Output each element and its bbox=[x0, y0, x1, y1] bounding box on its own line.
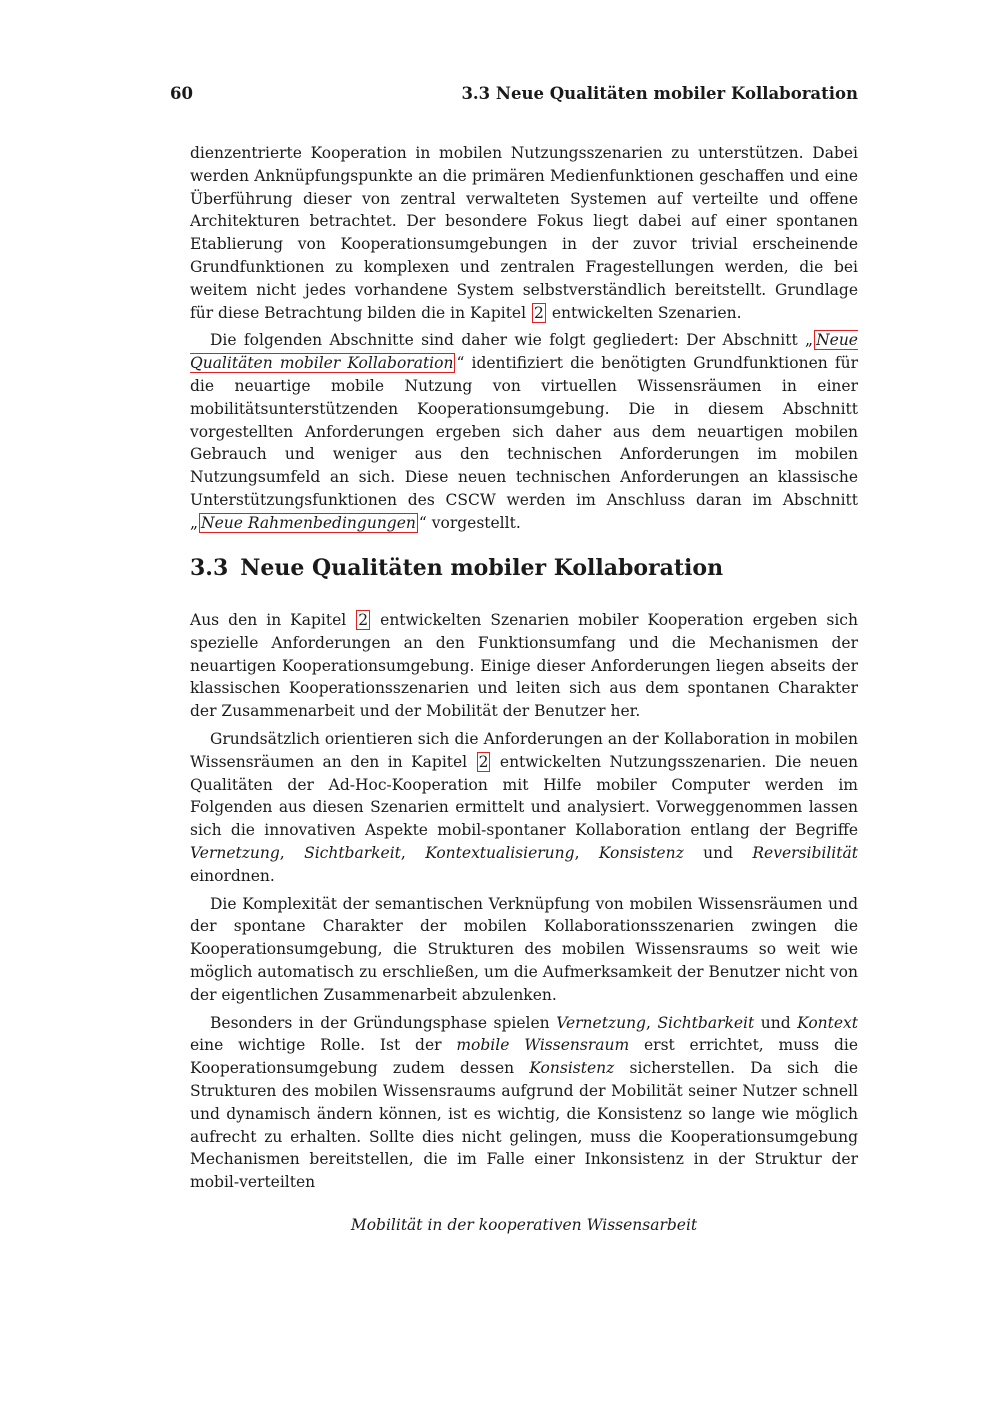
link-text: Neue Rahmenbedingungen bbox=[201, 513, 416, 532]
emphasis: Reversibilität bbox=[752, 843, 858, 862]
running-head bbox=[170, 84, 858, 103]
section-heading bbox=[190, 555, 723, 581]
text-run: entwickelten Szenarien. bbox=[551, 303, 742, 322]
text-run: dienzentrierte Kooperation in mobilen Nutzungsszenarien zu unterstützen. Dabei werden Anknüpfungspunkte an die primären Medienfunktionen geschaffen und eine Überführung dieser von zentral verwalteten Systemen auf verteilte und offene Architekturen betrachtet. Der besondere Fokus liegt dabei auf einer spontanen Etablierung von Kooperationsumgebungen in der zuvor trivial erscheinende Grundfunktionen zu komplexen und zentralen Fragestellungen werden, die bei weitem nicht jedes vorhandene System selbstverständlich bereitstellt. Grundlage für diese Betrachtung bilden die in Kapitel bbox=[190, 144, 858, 322]
chapter-2-link[interactable]: 2 bbox=[358, 611, 369, 629]
text-run: Die folgenden Abschnitte sind daher wie folgt gegliedert: Der Abschnitt „ bbox=[210, 331, 814, 350]
paragraph bbox=[190, 609, 858, 723]
text-run: “ identifiziert die benötigten Grundfunktionen für die neuartige mobile Nutzung von virtuellen Wissensräumen in einer mobilitätsunterstützenden Kooperationsumgebung. Die in diesem Abschnitt vorgestellten Anforderungen ergeben sich daher aus dem neuartigen mobilen Gebrauch und weniger aus den technischen Anforderungen im mobilen Nutzungsumfeld an sich. Diese neuen technischen Anforderungen an klassische Unterstützungsfunktionen des CSCW werden im Anschluss daran im Abschnitt „ bbox=[190, 354, 858, 532]
emphasis: Vernetzung bbox=[556, 1013, 646, 1032]
section-text-block bbox=[190, 609, 858, 1194]
page-number: 60 bbox=[170, 84, 193, 103]
link-text: Neue Qualitäten mobiler Kollaboration bbox=[190, 331, 858, 373]
text-run: und bbox=[703, 843, 734, 862]
text-run: , bbox=[279, 843, 285, 862]
paragraph bbox=[190, 893, 858, 1007]
emphasis: Konsistenz bbox=[598, 843, 684, 862]
text-run: Aus den in Kapitel bbox=[190, 611, 347, 629]
section-title: Neue Qualitäten mobiler Kollaboration bbox=[240, 555, 724, 581]
text-run: eine wichtige Rolle. Ist der bbox=[190, 1036, 442, 1055]
intro-text-block bbox=[190, 142, 858, 535]
section-number: 3.3 bbox=[190, 555, 229, 581]
text-run: Besonders in der Gründungsphase spielen bbox=[210, 1013, 550, 1032]
text-run: , bbox=[400, 843, 406, 862]
paragraph bbox=[190, 1012, 858, 1194]
page-footer: Mobilität in der kooperativen Wissensarbeit bbox=[350, 1216, 698, 1234]
text-run: Die Komplexität der semantischen Verknüpfung von mobilen Wissensräumen und der spontane Charakter der mobilen Kollaborationsszenarien zwingen die Kooperationsumgebung, die Strukturen des mobilen Wissensraums so weit wie möglich automatisch zu erschließen, um die Aufmerksamkeit der Benutzer nicht von der eigentlichen Zusammenarbeit abzulenken. bbox=[190, 894, 858, 1004]
text-run: einordnen. bbox=[190, 866, 275, 885]
text-run: erst errichtet, muss die Kooperationsumgebung zudem dessen bbox=[190, 1036, 858, 1078]
emphasis: Sichtbarkeit bbox=[657, 1013, 755, 1032]
emphasis: Sichtbarkeit bbox=[304, 843, 401, 862]
text-run: entwickelten Szenarien mobiler Kooperation ergeben sich spezielle Anforderungen an den Funktionsumfang und die Mechanismen der neuartigen Kooperationsumgebung. Einige dieser Anforderungen liegen abseits der klassischen Kooperationsszenarien und leiten sich aus dem spontanen Charakter der Zusammenarbeit und der Mobilität der Benutzer her. bbox=[190, 611, 858, 721]
emphasis: mobile Wissensraum bbox=[456, 1036, 630, 1055]
text-run: Grundsätzlich orientieren sich die Anforderungen an der Kollaboration in mobilen Wissensräumen an den in Kapitel bbox=[190, 729, 858, 771]
text-run: , bbox=[645, 1013, 651, 1032]
text-run: sicherstellen. Da sich die Strukturen des mobilen Wissensraums aufgrund der Mobilität seiner Nutzer schnell und dynamisch ändern können, ist es wichtig, die Konsistenz so lange wie möglich aufrecht zu erhalten. Sollte dies nicht gelingen, muss die Kooperationsumgebung Mechanismen bereitstellen, die im Falle einer Inkonsistenz in der Struktur der mobil-verteilten bbox=[190, 1059, 858, 1192]
paragraph bbox=[190, 329, 858, 534]
running-section-title: 3.3 Neue Qualitäten mobiler Kollaboration bbox=[461, 84, 858, 103]
section-link-neue-rahmenbedingungen[interactable] bbox=[199, 513, 418, 533]
emphasis: Vernetzung bbox=[190, 843, 280, 862]
paragraph bbox=[190, 728, 858, 888]
emphasis: Konsistenz bbox=[529, 1059, 615, 1078]
text-run: und bbox=[760, 1013, 791, 1032]
text-run: entwickelten Nutzungsszenarien. Die neuen Qualitäten der Ad-Hoc-Kooperation mit Hilfe mobiler Computer werden im Folgenden aus diesen Szenarien ermittelt und analysiert. Vorweggenommen lassen sich die innovativen Aspekte mobil-spontaner Kollaboration entlang der Begriffe bbox=[190, 752, 858, 840]
chapter-2-link[interactable]: 2 bbox=[534, 303, 544, 322]
text-run: , bbox=[574, 843, 580, 862]
paragraph bbox=[190, 142, 858, 324]
emphasis: Kontext bbox=[797, 1013, 859, 1032]
emphasis: Kontextualisierung bbox=[425, 843, 575, 862]
text-run: “ vorgestellt. bbox=[418, 513, 521, 532]
chapter-2-link[interactable]: 2 bbox=[478, 752, 489, 771]
